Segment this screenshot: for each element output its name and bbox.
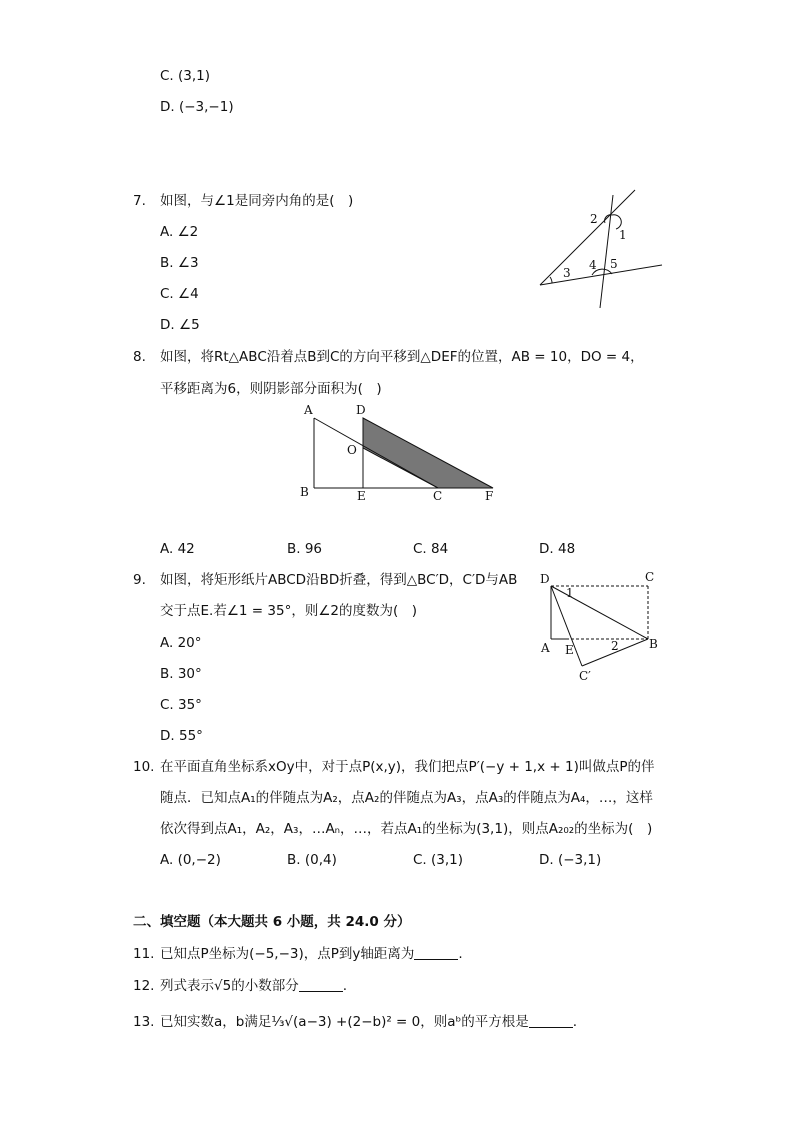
q10-stem-line3: 依次得到点A₁，A₂，A₃，…Aₙ，…，若点A₁的坐标为(3,1)，则点A₂₀₂的坐标为( ) bbox=[160, 821, 653, 837]
q7-transversal bbox=[600, 195, 613, 308]
q12-number: 12. bbox=[133, 978, 155, 994]
q7-label-3: 3 bbox=[563, 266, 571, 280]
q10-option-a: A. (0,−2) bbox=[160, 852, 221, 868]
q12-answer-blank[interactable] bbox=[299, 977, 343, 992]
q8-label-o: O bbox=[347, 443, 357, 457]
q7-number: 7. bbox=[133, 193, 146, 209]
q10-option-c: C. (3,1) bbox=[413, 852, 464, 868]
q10-option-d: D. (−3,1) bbox=[539, 852, 602, 868]
q9-label-e: E bbox=[565, 643, 574, 657]
q13-tail: . bbox=[572, 1014, 578, 1030]
q8-option-a: A. 42 bbox=[160, 541, 195, 557]
q8-label-b: B bbox=[300, 485, 309, 499]
prev-option-d: D. (−3,−1) bbox=[160, 99, 234, 115]
q9-figure bbox=[535, 568, 670, 683]
q10-stem-line1: 在平面直角坐标系xOy中，对于点P(x,y)，我们把点P′(−y + 1,x + 1)叫做点P的伴 bbox=[160, 759, 655, 775]
q11-tail: . bbox=[458, 946, 463, 962]
q8-label-c: C bbox=[433, 489, 443, 503]
q8-stem-line2: 平移距离为6，则阴影部分面积为( ) bbox=[160, 381, 382, 397]
q8-label-a: A bbox=[304, 403, 313, 417]
q10-stem-line2: 随点．已知点A₁的伴随点为A₂，点A₂的伴随点为A₃，点A₃的伴随点为A₄，…，这样 bbox=[160, 790, 653, 806]
q8-label-e: E bbox=[357, 489, 366, 503]
q11-number: 11. bbox=[133, 946, 155, 962]
q9-option-b: B. 30° bbox=[160, 666, 202, 682]
q9-label-c: C bbox=[645, 570, 655, 584]
q9-number: 9. bbox=[133, 572, 146, 588]
q7-label-5: 5 bbox=[610, 257, 618, 271]
q10-option-b: B. (0,4) bbox=[287, 852, 337, 868]
q8-label-d: D bbox=[356, 403, 366, 417]
q7-arc-3 bbox=[550, 277, 552, 283]
q8-option-d: D. 48 bbox=[539, 541, 576, 557]
q10-number: 10. bbox=[133, 759, 155, 775]
q7-option-c: C. ∠4 bbox=[160, 286, 199, 302]
q7-label-4: 4 bbox=[589, 258, 597, 272]
q7-arc-1 bbox=[612, 215, 621, 229]
q8-shaded-region bbox=[363, 418, 493, 488]
q9-stem-line1: 如图，将矩形纸片ABCD沿BD折叠，得到△BC′D，C′D与AB bbox=[160, 572, 518, 588]
q13-stem: 已知实数a，b满足⅓√(a−3) +(2−b)² = 0，则aᵇ的平方根是 bbox=[160, 1014, 529, 1030]
q9-option-c: C. 35° bbox=[160, 697, 202, 713]
q7-line-b bbox=[540, 265, 662, 285]
q7-option-a: A. ∠2 bbox=[160, 224, 199, 240]
q11-stem: 已知点P坐标为(−5,−3)，点P到y轴距离为 bbox=[160, 946, 415, 962]
q11-line bbox=[160, 945, 463, 963]
q12-line bbox=[160, 977, 347, 995]
q7-option-b: B. ∠3 bbox=[160, 255, 199, 271]
q8-figure bbox=[295, 400, 505, 505]
q9-label-d: D bbox=[540, 572, 550, 586]
q12-tail: . bbox=[342, 978, 347, 994]
q8-option-c: C. 84 bbox=[413, 541, 449, 557]
q7-figure bbox=[530, 185, 670, 315]
q8-option-b: B. 96 bbox=[287, 541, 323, 557]
q7-label-1: 1 bbox=[619, 228, 627, 242]
q13-number: 13. bbox=[133, 1014, 155, 1030]
q9-label-a: A bbox=[541, 641, 550, 655]
q7-label-2: 2 bbox=[590, 212, 598, 226]
q13-line bbox=[160, 1013, 577, 1031]
prev-option-c: C. (3,1) bbox=[160, 68, 211, 84]
q11-answer-blank[interactable] bbox=[414, 945, 458, 960]
q9-stem-line2: 交于点E.若∠1 = 35°，则∠2的度数为( ) bbox=[160, 603, 418, 619]
q9-option-d: D. 55° bbox=[160, 728, 203, 744]
q7-stem: 如图，与∠1是同旁内角的是( ) bbox=[160, 193, 354, 209]
q9-label-c-prime: C′ bbox=[579, 669, 591, 683]
section2-title: 二、填空题（本大题共 6 小题，共 24.0 分） bbox=[133, 914, 411, 930]
q7-option-d: D. ∠5 bbox=[160, 317, 200, 333]
q9-label-2: 2 bbox=[611, 639, 619, 653]
q9-label-b: B bbox=[649, 637, 658, 651]
q8-stem-line1: 如图，将Rt△ABC沿着点B到C的方向平移到△DEF的位置，AB = 10，DO = 4， bbox=[160, 349, 644, 365]
q9-option-a: A. 20° bbox=[160, 635, 202, 651]
q8-number: 8. bbox=[133, 349, 146, 365]
q9-label-1: 1 bbox=[566, 586, 574, 600]
q13-answer-blank[interactable] bbox=[529, 1013, 573, 1028]
q12-stem: 列式表示√5的小数部分 bbox=[160, 978, 299, 994]
q8-label-f: F bbox=[485, 489, 494, 503]
